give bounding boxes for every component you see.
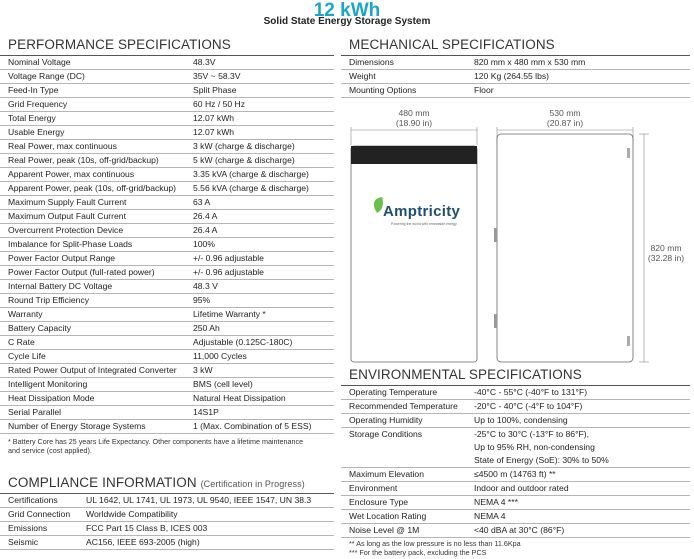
logo-text: Amptricity — [383, 203, 461, 220]
spec-label: Seismic — [0, 536, 86, 550]
depth-dimension-label — [497, 108, 633, 128]
spec-label: Cycle Life — [0, 350, 193, 364]
spec-label: Mounting Options — [341, 84, 474, 98]
performance-row — [0, 294, 334, 308]
compliance-heading — [8, 475, 305, 492]
spec-label: Environment — [341, 482, 474, 496]
spec-label: Certifications — [0, 494, 86, 508]
performance-heading: PERFORMANCE SPECIFICATIONS — [8, 37, 231, 52]
performance-row — [0, 266, 334, 280]
spec-value: 63 A — [193, 196, 334, 210]
performance-row — [0, 196, 334, 210]
spec-label: Internal Battery DC Voltage — [0, 280, 193, 294]
performance-row — [0, 210, 334, 224]
compliance-row — [0, 522, 334, 536]
spec-label: Overcurrent Protection Device — [0, 224, 193, 238]
performance-row — [0, 154, 334, 168]
mechanical-row — [341, 56, 690, 70]
environmental-row — [341, 414, 690, 428]
side-view-latch — [627, 148, 630, 158]
spec-label: Serial Parallel — [0, 406, 193, 420]
performance-row — [0, 420, 334, 434]
performance-row — [0, 406, 334, 420]
performance-row — [0, 364, 334, 378]
warranty-link[interactable]: Lifetime Warranty * — [193, 308, 334, 322]
spec-label: Voltage Range (DC) — [0, 70, 193, 84]
spec-value — [474, 524, 690, 538]
environmental-row — [341, 510, 690, 524]
spec-value: 100% — [193, 238, 334, 252]
width-dimension-label — [351, 108, 477, 128]
performance-row — [0, 112, 334, 126]
performance-table — [0, 55, 334, 434]
spec-value: +/- 0.96 adjustable — [193, 266, 334, 280]
side-view-latch — [627, 336, 630, 346]
environmental-row — [341, 482, 690, 496]
spec-value-line: -20°C - 40°C (-4°F to 104°F) — [474, 401, 583, 411]
spec-value: 3 kW — [193, 364, 334, 378]
spec-value — [474, 496, 690, 510]
spec-value — [474, 510, 690, 524]
spec-value: 26.4 A — [193, 210, 334, 224]
spec-label: Noise Level @ 1M — [341, 524, 474, 538]
spec-label: Maximum Supply Fault Current — [0, 196, 193, 210]
product-drawing — [341, 100, 694, 368]
performance-row — [0, 224, 334, 238]
performance-footnote-line: * Battery Core has 25 years Life Expectancy. Other components have a lifetime maintenance — [8, 437, 304, 446]
spec-label: Warranty — [0, 308, 193, 322]
environmental-row — [341, 400, 690, 414]
spec-value: 3 kW (charge & discharge) — [193, 140, 334, 154]
performance-row — [0, 98, 334, 112]
spec-label: Number of Energy Storage Systems — [0, 420, 193, 434]
spec-value: 26.4 A — [193, 224, 334, 238]
spec-value: 5 kW (charge & discharge) — [193, 154, 334, 168]
spec-label: Operating Temperature — [341, 386, 474, 400]
depth-in: (20.87 in) — [546, 118, 584, 128]
performance-row — [0, 350, 334, 364]
performance-row — [0, 392, 334, 406]
spec-label: Intelligent Monitoring — [0, 378, 193, 392]
environmental-row — [341, 428, 690, 468]
mechanical-row — [341, 84, 690, 98]
performance-row — [0, 280, 334, 294]
environmental-footnote-line: ** As long as the low pressure is no less than 11.6Kpa — [349, 539, 521, 548]
spec-value: +/- 0.96 adjustable — [193, 252, 334, 266]
width-mm: 480 mm — [398, 108, 430, 118]
spec-value-line: -40°C - 55°C (-40°F to 131°F) — [474, 387, 588, 397]
performance-row — [0, 378, 334, 392]
spec-value-line: Up to 95% RH, non-condensing — [474, 442, 595, 452]
spec-label: Grid Connection — [0, 508, 86, 522]
spec-label: Recommended Temperature — [341, 400, 474, 414]
spec-value: 60 Hz / 50 Hz — [193, 98, 334, 112]
performance-row — [0, 308, 334, 322]
side-view-handle — [494, 314, 497, 328]
spec-label: Weight — [341, 70, 474, 84]
spec-value — [474, 414, 690, 428]
spec-label: Storage Conditions — [341, 428, 474, 468]
spec-value — [474, 400, 690, 414]
logo-tagline: Powering the world with renewable energy — [391, 222, 457, 226]
spec-value: 12.07 kWh — [193, 126, 334, 140]
spec-value: 14S1P — [193, 406, 334, 420]
performance-row — [0, 84, 334, 98]
spec-value — [474, 386, 690, 400]
mechanical-table — [341, 55, 690, 98]
performance-row — [0, 336, 334, 350]
spec-label: Operating Humidity — [341, 414, 474, 428]
spec-label: Apparent Power, peak (10s, off-grid/backup) — [0, 182, 193, 196]
spec-label: Power Factor Output Range — [0, 252, 193, 266]
spec-label: Total Energy — [0, 112, 193, 126]
spec-label: Heat Dissipation Mode — [0, 392, 193, 406]
performance-row — [0, 322, 334, 336]
performance-row — [0, 238, 334, 252]
spec-value: 35V ~ 58.3V — [193, 70, 334, 84]
spec-value: 1 (Max. Combination of 5 ESS) — [193, 420, 334, 434]
spec-label: Dimensions — [341, 56, 474, 70]
spec-label: C Rate — [0, 336, 193, 350]
compliance-heading-text: COMPLIANCE INFORMATION — [8, 475, 197, 490]
compliance-row — [0, 494, 334, 508]
spec-label: Nominal Voltage — [0, 56, 193, 70]
environmental-heading: ENVIRONMENTAL SPECIFICATIONS — [349, 367, 582, 382]
height-mm: 820 mm — [650, 243, 682, 253]
spec-label: Round Trip Efficiency — [0, 294, 193, 308]
spec-value: 5.56 kVA (charge & discharge) — [193, 182, 334, 196]
spec-value: BMS (cell level) — [193, 378, 334, 392]
environmental-row — [341, 386, 690, 400]
spec-value: Adjustable (0.125C-180C) — [193, 336, 334, 350]
spec-label: Feed-In Type — [0, 84, 193, 98]
spec-value: 95% — [193, 294, 334, 308]
environmental-row — [341, 468, 690, 482]
side-view-handle — [494, 228, 497, 242]
performance-row — [0, 56, 334, 70]
depth-mm: 530 mm — [549, 108, 581, 118]
spec-value: Natural Heat Dissipation — [193, 392, 334, 406]
spec-value: FCC Part 15 Class B, ICES 003 — [86, 522, 334, 536]
spec-value-line: Indoor and outdoor rated — [474, 483, 569, 493]
spec-value: 120 Kg (264.55 lbs) — [474, 70, 690, 84]
front-view-top-band — [351, 146, 477, 164]
performance-row — [0, 252, 334, 266]
mechanical-heading: MECHANICAL SPECIFICATIONS — [349, 37, 555, 52]
height-in: (32.28 in) — [647, 253, 685, 263]
spec-value: 48.3 V — [193, 280, 334, 294]
performance-row — [0, 182, 334, 196]
side-view-cabinet — [497, 134, 633, 362]
compliance-table — [0, 493, 334, 550]
spec-value: Worldwide Compatibility — [86, 508, 334, 522]
spec-label: Real Power, max continuous — [0, 140, 193, 154]
spec-label: Apparent Power, max continuous — [0, 168, 193, 182]
spec-label: Usable Energy — [0, 126, 193, 140]
performance-row — [0, 140, 334, 154]
spec-value-line: State of Energy (SoE): 30% to 50% — [474, 455, 609, 465]
environmental-row — [341, 524, 690, 538]
page-subtitle: Solid State Energy Storage System — [263, 16, 431, 27]
width-in: (18.90 in) — [395, 118, 433, 128]
spec-label: Power Factor Output (full-rated power) — [0, 266, 193, 280]
spec-label: Maximum Output Fault Current — [0, 210, 193, 224]
spec-label: Enclosure Type — [341, 496, 474, 510]
spec-value-line: <40 dBA at 30°C (86°F) — [474, 525, 565, 535]
spec-label: Maximum Elevation — [341, 468, 474, 482]
compliance-heading-note: (Certification in Progress) — [200, 479, 305, 489]
spec-label: Emissions — [0, 522, 86, 536]
spec-value: 48.3V — [193, 56, 334, 70]
spec-label: Battery Capacity — [0, 322, 193, 336]
spec-value: Floor — [474, 84, 690, 98]
spec-value — [474, 428, 690, 468]
spec-value: Split Phase — [193, 84, 334, 98]
front-view-cabinet — [351, 146, 477, 362]
spec-value: 250 Ah — [193, 322, 334, 336]
performance-row — [0, 168, 334, 182]
environmental-footnote-line: *** For the battery pack, excluding the PCS — [349, 548, 487, 557]
spec-label: Imbalance for Split-Phase Loads — [0, 238, 193, 252]
mechanical-row — [341, 70, 690, 84]
performance-row — [0, 70, 334, 84]
spec-value: 12.07 kWh — [193, 112, 334, 126]
page-title: 12 kWh — [313, 0, 381, 21]
spec-value-line: ≤4500 m (14763 ft) ** — [474, 469, 556, 479]
spec-value-line: -25°C to 30°C (-13°F to 86°F), — [474, 429, 590, 439]
performance-footnote — [8, 437, 338, 455]
environmental-row — [341, 496, 690, 510]
spec-value — [474, 482, 690, 496]
performance-footnote-line: and service (cost applied). — [8, 446, 92, 455]
spec-value: 820 mm x 480 mm x 530 mm — [474, 56, 690, 70]
compliance-row — [0, 536, 334, 550]
spec-label: Rated Power Output of Integrated Converter — [0, 364, 193, 378]
performance-row — [0, 126, 334, 140]
spec-label: Grid Frequency — [0, 98, 193, 112]
spec-value: UL 1642, UL 1741, UL 1973, UL 9540, IEEE 1547, UN 38.3 — [86, 494, 334, 508]
spec-value — [474, 468, 690, 482]
spec-label: Wet Location Rating — [341, 510, 474, 524]
environmental-table — [341, 385, 690, 538]
environmental-footnote — [349, 539, 689, 557]
spec-value: 3.35 kVA (charge & discharge) — [193, 168, 334, 182]
spec-value-line: NEMA 4 — [474, 511, 506, 521]
spec-value-line: NEMA 4 *** — [474, 497, 518, 507]
spec-label: Real Power, peak (10s, off-grid/backup) — [0, 154, 193, 168]
spec-value: 11,000 Cycles — [193, 350, 334, 364]
height-dimension-label — [640, 243, 692, 263]
compliance-row — [0, 508, 334, 522]
spec-value-line: Up to 100%, condensing — [474, 415, 568, 425]
spec-value: AC156, IEEE 693-2005 (high) — [86, 536, 334, 550]
